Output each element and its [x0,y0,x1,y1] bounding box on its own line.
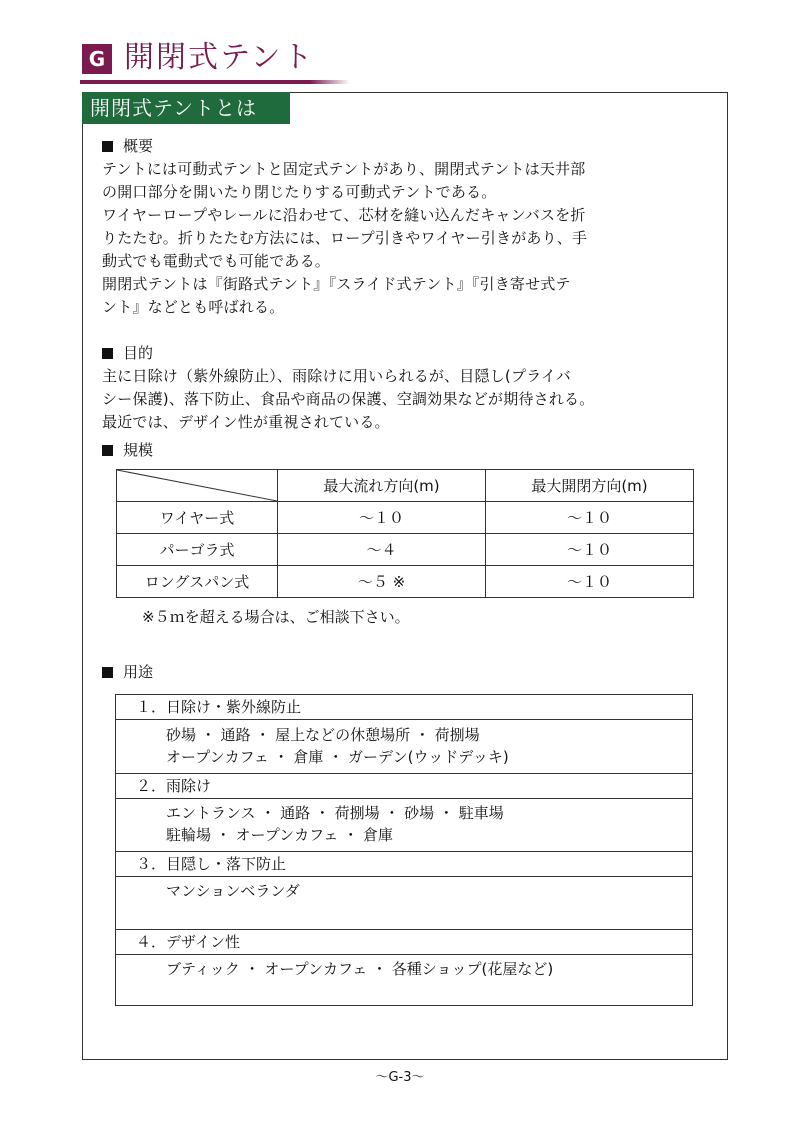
column-header: 最大開閉方向(m) [486,470,694,502]
table-cell: ～１０ [486,502,694,534]
section-badge: G [82,44,112,74]
table-row [117,502,694,534]
use-line: マンションベランダ [166,882,300,900]
scale-heading: 規模 [102,438,712,462]
purpose-line: 主に日除け（紫外線防止）、雨除けに用いられるが、目隠し(プライバ [102,367,572,385]
row-label: パーゴラ式 [117,534,278,566]
overview-line: の開口部分を開いたり閉じたりする可動式テントである。 [102,183,497,201]
table-row [117,566,694,598]
main-content [102,134,712,462]
table-cell: ～４ [278,534,486,566]
purpose-line: シー保護)、落下防止、食品や商品の保護、空調効果などが期待される。 [102,390,595,408]
bullet-square-icon [102,667,113,678]
scale-table [116,469,694,598]
list-item [116,695,692,773]
table-cell: ～５ ※ [278,566,486,598]
purpose-heading: 目的 [102,341,712,365]
bullet-square-icon [102,141,113,152]
overview-line: ワイヤーロープやレールに沿わせて、芯材を縫い込んだキャンバスを折 [102,206,586,224]
use-title: １．日除け・紫外線防止 [116,695,692,720]
use-line: オープンカフェ ・ 倉庫 ・ ガーデン(ウッドデッキ) [166,748,509,766]
use-line: 駐輪場 ・ オープンカフェ ・ 倉庫 [166,826,393,844]
use-line: 砂場 ・ 通路 ・ 屋上などの休憩場所 ・ 荷捌場 [166,726,480,744]
list-item [116,929,692,1005]
use-body [116,799,692,851]
overview-heading: 概要 [102,134,712,158]
row-label: ワイヤー式 [117,502,278,534]
overview-line: 開閉式テントは『街路式テント』『スライド式テント』『引き寄せ式テ [102,275,571,293]
uses-heading: 用途 [102,660,153,684]
use-body [116,955,692,1005]
title-underline [80,80,350,84]
table-cell: ～１０ [486,534,694,566]
table-header-row [117,470,694,502]
diagonal-line [117,470,277,501]
purpose-line: 最近では、デザイン性が重視されている。 [102,413,390,431]
use-title: ３．目隠し・落下防止 [116,851,692,877]
table-cell: ～１０ [486,566,694,598]
page-header [80,36,720,84]
bullet-square-icon [102,348,113,359]
row-label: ロングスパン式 [117,566,278,598]
table-row [117,534,694,566]
uses-list [115,694,693,1006]
page-title: 開閉式テント [124,40,315,75]
overview-line: 動式でも電動式でも可能である。 [102,252,331,270]
bullet-square-icon [102,445,113,456]
use-title: ４．デザイン性 [116,929,692,955]
use-title: ２．雨除け [116,773,692,799]
column-header: 最大流れ方向(m) [278,470,486,502]
list-item [116,851,692,929]
page-number: ～G-3～ [375,1070,425,1085]
overview-line: ント』などとも呼ばれる。 [102,298,285,316]
overview-line: りたたむ。折りたたむ方法には、ロープ引きやワイヤー引きがあり、手 [102,229,588,247]
diagonal-corner-cell [117,470,278,502]
table-cell: ～１０ [278,502,486,534]
scale-note: ※５ｍを超える場合は、ご相談下さい。 [142,608,410,626]
list-item [116,773,692,851]
overview-line: テントには可動式テントと固定式テントがあり、開閉式テントは天井部 [102,160,586,178]
use-line: エントランス ・ 通路 ・ 荷捌場 ・ 砂場 ・ 駐車場 [166,804,504,822]
use-line: ブティック ・ オープンカフェ ・ 各種ショップ(花屋など) [166,960,554,978]
use-body [116,877,692,929]
use-body [116,720,692,773]
subtitle-banner: 開閉式テントとは [82,92,290,124]
